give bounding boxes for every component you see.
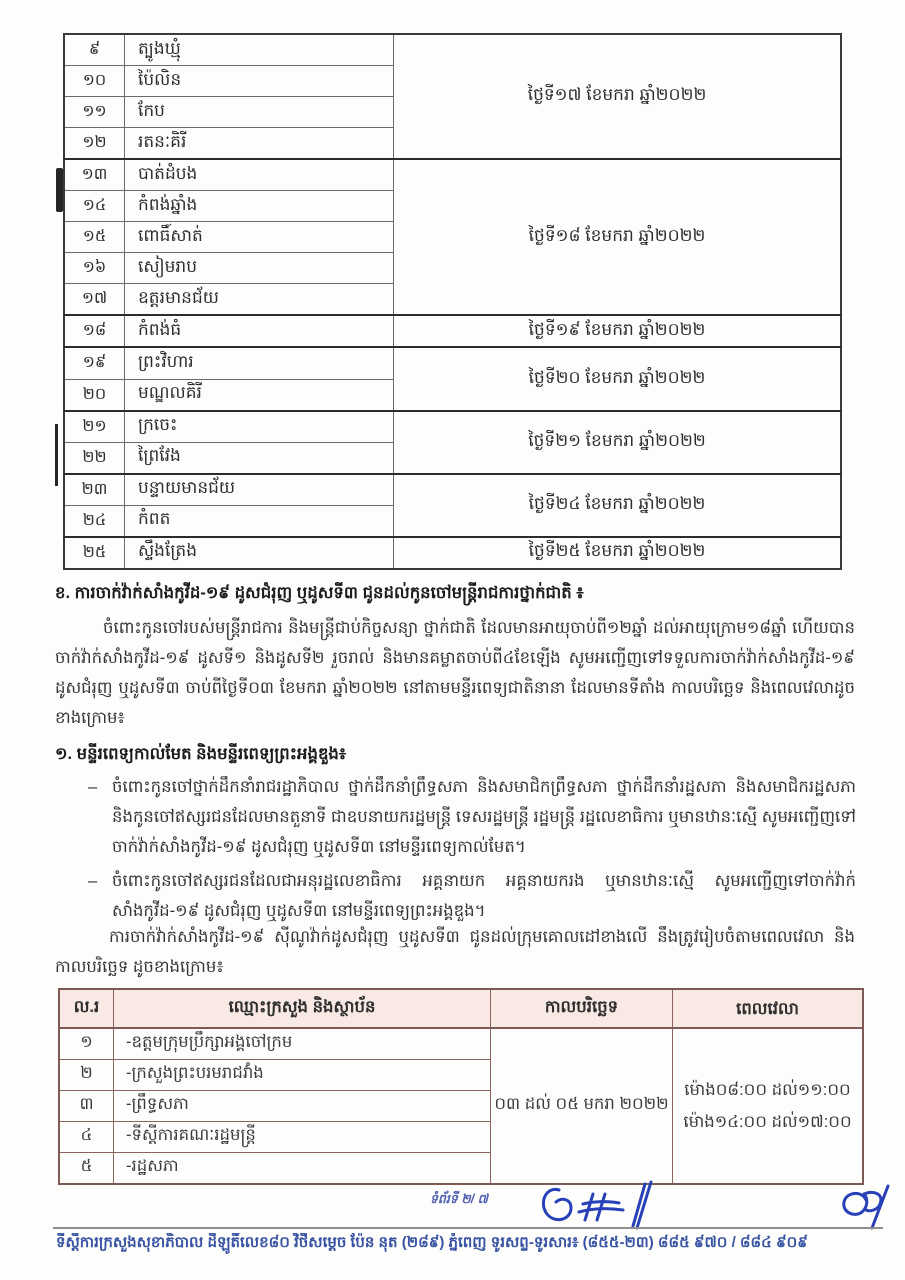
ministry-name-cell: -ក្រសួងព្រះបរមរាជវាំង bbox=[114, 1060, 491, 1091]
vaccination-date-cell: ថ្ងៃទី១៩ ខែមករា ឆ្នាំ២០២២ bbox=[394, 315, 842, 347]
province-name-cell: ក្រចេះ bbox=[125, 411, 394, 443]
signature-initials bbox=[535, 1178, 695, 1232]
ministry-name-cell: -ទីស្តីការគណៈរដ្ឋមន្ត្រី bbox=[114, 1122, 491, 1153]
time-cell bbox=[673, 1028, 864, 1184]
footer-address: ទីស្តីការក្រសួងសុខាភិបាល ដីឡូតិ៍លេខ៨០ វិថីសម្តេច ប៉ែន នុត (២៨៩) ភ្នំពេញ ទូរសព្ទ-ទូរសារ៖ (៨៥៥-២៣) ៨៨៥ ៩៧០ / ៨៨៤ ៩០៩ bbox=[56, 1234, 808, 1251]
table-row bbox=[64, 347, 841, 379]
row-number-cell: ១៩ bbox=[64, 347, 125, 379]
time-line-1: ម៉ោង០៨:០០ ដល់១១:០០ bbox=[684, 1081, 851, 1099]
table-row bbox=[64, 474, 841, 506]
province-name-cell: ស្ទឹងត្រែង bbox=[125, 537, 394, 569]
page-number-label: ទំព័រទី ២/ ៧ bbox=[430, 1192, 488, 1206]
table-row bbox=[64, 411, 841, 443]
table-row bbox=[64, 537, 841, 569]
ministry-name-cell: -ព្រឹទ្ធសភា bbox=[114, 1091, 491, 1122]
row-number-cell: ២៥ bbox=[64, 537, 125, 569]
row-number-cell: ២ bbox=[59, 1060, 114, 1091]
province-name-cell: រតនៈគិរី bbox=[125, 128, 394, 160]
bullet-text: ចំពោះកូនចៅឥស្សរជនដែលជាអនុរដ្ឋលេខាធិការ អគ្គនាយក អគ្គនាយករង ឬមានឋានៈស្មើ សូមអញ្ជើញទៅចាក់វ៉ាក់សាំងកូវីដ-១៩ ដូសជំរុញ ឬដូសទី៣ នៅមន្ទីរពេទ្យព្រះអង្គឌួង។ bbox=[112, 872, 856, 920]
row-number-cell: ៥ bbox=[59, 1153, 114, 1185]
row-number-cell: ៣ bbox=[59, 1091, 114, 1122]
header-number: ល.រ bbox=[59, 989, 114, 1028]
scan-artifact bbox=[55, 424, 58, 486]
province-name-cell: ត្បូងឃ្មុំ bbox=[125, 34, 394, 66]
vaccination-date-cell: ថ្ងៃទី២១ ខែមករា ឆ្នាំ២០២២ bbox=[394, 411, 842, 474]
table-row bbox=[64, 315, 841, 347]
province-schedule-table bbox=[63, 33, 842, 570]
row-number-cell: ២៤ bbox=[64, 505, 125, 537]
row-number-cell: ៤ bbox=[59, 1122, 114, 1153]
table-header-row bbox=[59, 989, 863, 1028]
row-number-cell: ២១ bbox=[64, 411, 125, 443]
province-name-cell: ព្រៃវែង bbox=[125, 442, 394, 474]
header-date: កាលបរិច្ឆេទ bbox=[491, 989, 673, 1028]
province-name-cell: កំពង់ធំ bbox=[125, 315, 394, 347]
province-name-cell: មណ្ឌលគិរី bbox=[125, 379, 394, 411]
section-b-paragraph: ចំពោះកូនចៅរបស់មន្ត្រីរាជការ និងមន្ត្រីជាប់កិច្ចសន្យា ថ្នាក់ជាតិ ដែលមានអាយុចាប់ពី១២ឆ្នាំ ដល់អាយុក្រោម១៨ឆ្នាំ ហើយបានចាក់វ៉ាក់សាំងកូវីដ-១៩ ដូសទី១ និងដូសទី២ រួចរាល់ និងមានគម្លាតចាប់ពី៤ខែឡើង សូមអញ្ជើញទៅទទួលការចាក់វ៉ាក់សាំងកូវីដ-១៩ ដូសជំរុញ ឬដូសទី៣ ចាប់ពីថ្ងៃទី០៣ ខែមករា ឆ្នាំ២០២២ នៅតាមមន្ទីរពេទ្យជាតិនានា ដែលមានទីតាំង កាលបរិច្ឆេទ និងពេលវេលាដូចខាងក្រោម៖ bbox=[55, 619, 855, 727]
row-number-cell: ១៤ bbox=[64, 191, 125, 222]
footer-divider bbox=[53, 1227, 883, 1229]
row-number-cell: ១ bbox=[59, 1028, 114, 1060]
table-row bbox=[64, 34, 841, 66]
province-name-cell: ព្រះវិហារ bbox=[125, 347, 394, 379]
date-cell: ០៣ ដល់ ០៥ មករា ២០២២ bbox=[491, 1028, 673, 1184]
row-number-cell: ១៥ bbox=[64, 222, 125, 253]
ministry-name-cell: -រដ្ឋសភា bbox=[114, 1153, 491, 1185]
scan-artifact bbox=[56, 168, 63, 212]
closing-paragraph: ការចាក់វ៉ាក់សាំងកូវីដ-១៩ ស៊ីណូវ៉ាក់ដូសជំរុញ ឬដូសទី៣ ជូនដល់ក្រុមគោលដៅខាងលើ នឹងត្រូវរៀបចំតាមពេលវេលា និងកាលបរិច្ឆេទ ដូចខាងក្រោម៖ bbox=[55, 928, 855, 976]
province-name-cell: សៀមរាប bbox=[125, 253, 394, 284]
province-name-cell: កែប bbox=[125, 97, 394, 128]
row-number-cell: ៩ bbox=[64, 34, 125, 66]
row-number-cell: ១០ bbox=[64, 66, 125, 97]
header-time: ពេលវេលា bbox=[673, 989, 864, 1028]
ministry-schedule-table bbox=[58, 988, 864, 1185]
bullet-dash: – bbox=[88, 872, 98, 890]
province-name-cell: ឧត្តរមានជ័យ bbox=[125, 284, 394, 316]
header-ministry: ឈ្មោះក្រសួង និងស្ថាប័ន bbox=[114, 989, 491, 1028]
table-row bbox=[64, 159, 841, 191]
vaccination-date-cell: ថ្ងៃទី១៨ ខែមករា ឆ្នាំ២០២២ bbox=[394, 159, 842, 315]
row-number-cell: ១៣ bbox=[64, 159, 125, 191]
row-number-cell: ២០ bbox=[64, 379, 125, 411]
vaccination-date-cell: ថ្ងៃទី២៥ ខែមករា ឆ្នាំ២០២២ bbox=[394, 537, 842, 569]
vaccination-date-cell: ថ្ងៃទី២០ ខែមករា ឆ្នាំ២០២២ bbox=[394, 347, 842, 410]
row-number-cell: ១២ bbox=[64, 128, 125, 160]
list-item bbox=[88, 866, 856, 926]
subsection-1-bullets bbox=[88, 772, 856, 930]
province-name-cell: ប៉ៃលិន bbox=[125, 66, 394, 97]
subsection-1-heading: ១. មន្ទីរពេទ្យកាល់មែត និងមន្ទីរពេទ្យព្រះអង្គឌួង៖ bbox=[55, 745, 347, 763]
vaccination-date-cell: ថ្ងៃទី១៧ ខែមករា ឆ្នាំ២០២២ bbox=[394, 34, 842, 159]
section-b-heading: ខ. ការចាក់វ៉ាក់សាំងកូវីដ-១៩ ដូសជំរុញ ឬដូសទី៣ ជូនដល់កូនចៅមន្ត្រីរាជការថ្នាក់ជាតិ ៖ bbox=[55, 584, 584, 602]
list-item bbox=[88, 772, 856, 862]
row-number-cell: ១៧ bbox=[64, 284, 125, 316]
row-number-cell: ១១ bbox=[64, 97, 125, 128]
time-line-2: ម៉ោង១៤:០០ ដល់១៧:០០ bbox=[683, 1113, 852, 1131]
table-row bbox=[59, 1028, 863, 1060]
row-number-cell: ១៦ bbox=[64, 253, 125, 284]
row-number-cell: ១៨ bbox=[64, 315, 125, 347]
bullet-text: ចំពោះកូនចៅថ្នាក់ដឹកនាំរាជរដ្ឋាភិបាល ថ្នាក់ដឹកនាំព្រឹទ្ធសភា និងសមាជិកព្រឹទ្ធសភា ថ្នាក់ដឹកនាំរដ្ឋសភា និងសមាជិករដ្ឋសភា និងកូនចៅឥស្សរជនដែលមានតួនាទី ជាឧបនាយករដ្ឋមន្ត្រី ទេសរដ្ឋមន្ត្រី រដ្ឋមន្ត្រី រដ្ឋលេខាធិការ ឬមានឋានៈស្មើ សូមអញ្ជើញទៅចាក់វ៉ាក់សាំងកូវីដ-១៩ ដូសជំរុញ ឬដូសទី៣ នៅមន្ទីរពេទ្យកាល់មែត។ bbox=[112, 778, 856, 856]
province-name-cell: កំពង់ឆ្នាំង bbox=[125, 191, 394, 222]
row-number-cell: ២៣ bbox=[64, 474, 125, 506]
ministry-name-cell: -ឧត្តមក្រុមប្រឹក្សាអង្គចៅក្រម bbox=[114, 1028, 491, 1060]
signature-scribble bbox=[826, 1182, 900, 1232]
province-name-cell: បន្ទាយមានជ័យ bbox=[125, 474, 394, 506]
province-name-cell: ពោធិ៍សាត់ bbox=[125, 222, 394, 253]
bullet-dash: – bbox=[88, 778, 98, 796]
province-name-cell: បាត់ដំបង bbox=[125, 159, 394, 191]
row-number-cell: ២២ bbox=[64, 442, 125, 474]
vaccination-date-cell: ថ្ងៃទី២៤ ខែមករា ឆ្នាំ២០២២ bbox=[394, 474, 842, 537]
province-name-cell: កំពត bbox=[125, 505, 394, 537]
